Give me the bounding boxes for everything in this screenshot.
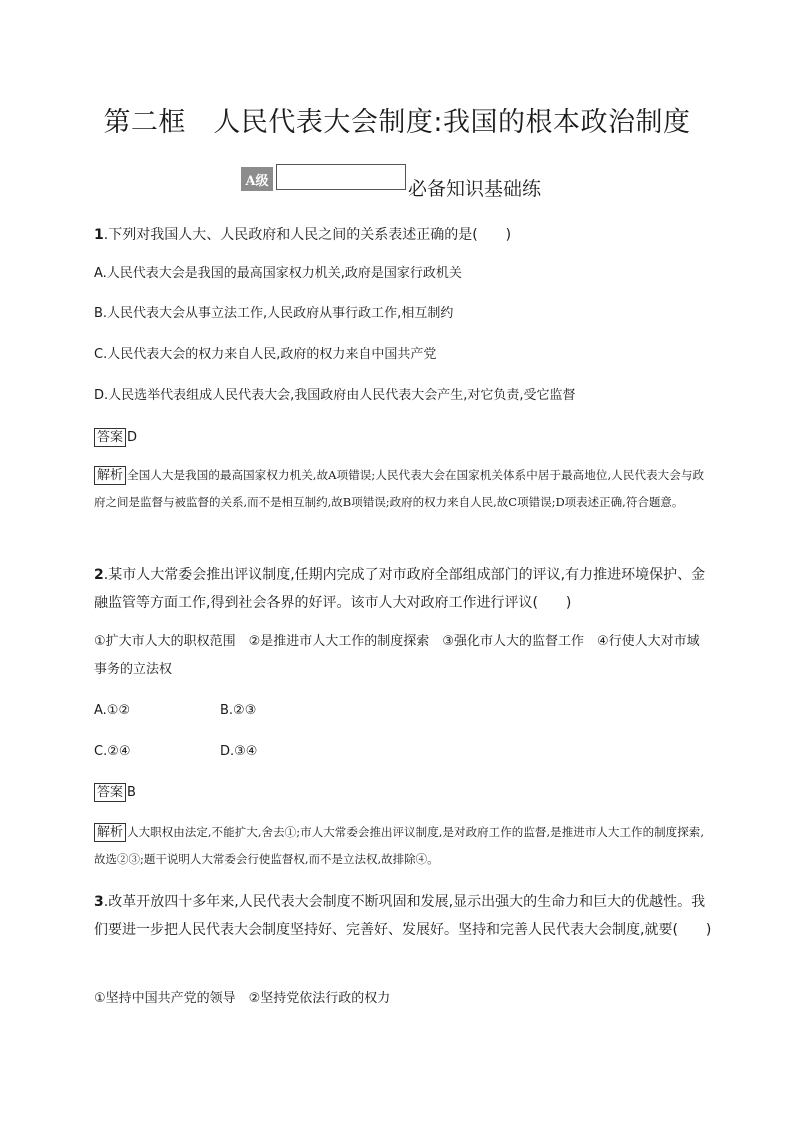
q1-option-b: B.人民代表大会从事立法工作,人民政府从事行政工作,相互制约 — [94, 306, 454, 321]
question-number: 3 — [94, 894, 104, 910]
q1-analysis: 解析 全国人大是我国的最高国家权力机关,故A项错误;人民代表大会在国家机关体系中居于最高地位,人民代表大会与政府之间是监督与被监督的关系,而不是相互制约,故B项错误;政府的权力来自人民,故C项错误;D项表述正确,符合题意。 — [94, 468, 704, 509]
question-2-stem: 2.某市人大常委会推出评议制度,任期内完成了对市政府全部组成部门的评议,有力推进环境保护、金融监管等方面工作,得到社会各界的好评。该市人大对政府工作进行评议( ) — [94, 567, 706, 611]
q2-option-d: D.③④ — [220, 744, 258, 759]
page-title: 第二框 人民代表大会制度:我国的根本政治制度 — [103, 107, 691, 138]
q2-option-c: C.②④ — [94, 744, 131, 759]
q2-option-b: B.②③ — [220, 703, 257, 718]
q1-answer: 答案 D — [94, 427, 137, 449]
analysis-tag: 解析 — [94, 823, 126, 842]
question-number: 2 — [94, 567, 104, 583]
section-label: 必备知识基础练 — [408, 177, 542, 200]
question-3-stem: 3.改革开放四十多年来,人民代表大会制度不断巩固和发展,显示出强大的生命力和巨大的优越性。我们要进一步把人民代表大会制度坚持好、完善好、发展好。坚持和完善人民代表大会制度,就要( ) — [94, 894, 712, 938]
section-header — [241, 164, 542, 200]
q2-statements: ①扩大市人大的职权范围 ②是推进市人大工作的制度探索 ③强化市人大的监督工作 ④行使人大对市域事务的立法权 — [94, 634, 700, 677]
question-1-stem: 1.下列对我国人大、人民政府和人民之间的关系表述正确的是( ) — [94, 227, 512, 243]
answer-tag: 答案 — [94, 428, 126, 447]
analysis-tag: 解析 — [94, 466, 126, 485]
q2-option-a: A.①② — [94, 703, 131, 718]
level-badge: A级 — [241, 167, 273, 191]
question-number: 1 — [94, 227, 104, 243]
q1-option-d: D.人民选举代表组成人民代表大会,我国政府由人民代表大会产生,对它负责,受它监督 — [94, 388, 576, 403]
q1-option-a: A.人民代表大会是我国的最高国家权力机关,政府是国家行政机关 — [94, 266, 462, 281]
q1-option-c: C.人民代表大会的权力来自人民,政府的权力来自中国共产党 — [94, 347, 437, 362]
q3-statements: ①坚持中国共产党的领导 ②坚持党依法行政的权力 — [94, 991, 391, 1006]
q2-analysis: 解析 人大职权由法定,不能扩大,舍去①;市人大常委会推出评议制度,是对政府工作的监督,是推进市人大工作的制度探索,故选②③;题干说明人大常委会行使监督权,而不是立法权,故排除④。 — [94, 825, 704, 866]
blank-box — [276, 164, 406, 190]
q2-answer: 答案 B — [94, 782, 136, 804]
answer-tag: 答案 — [94, 783, 126, 802]
